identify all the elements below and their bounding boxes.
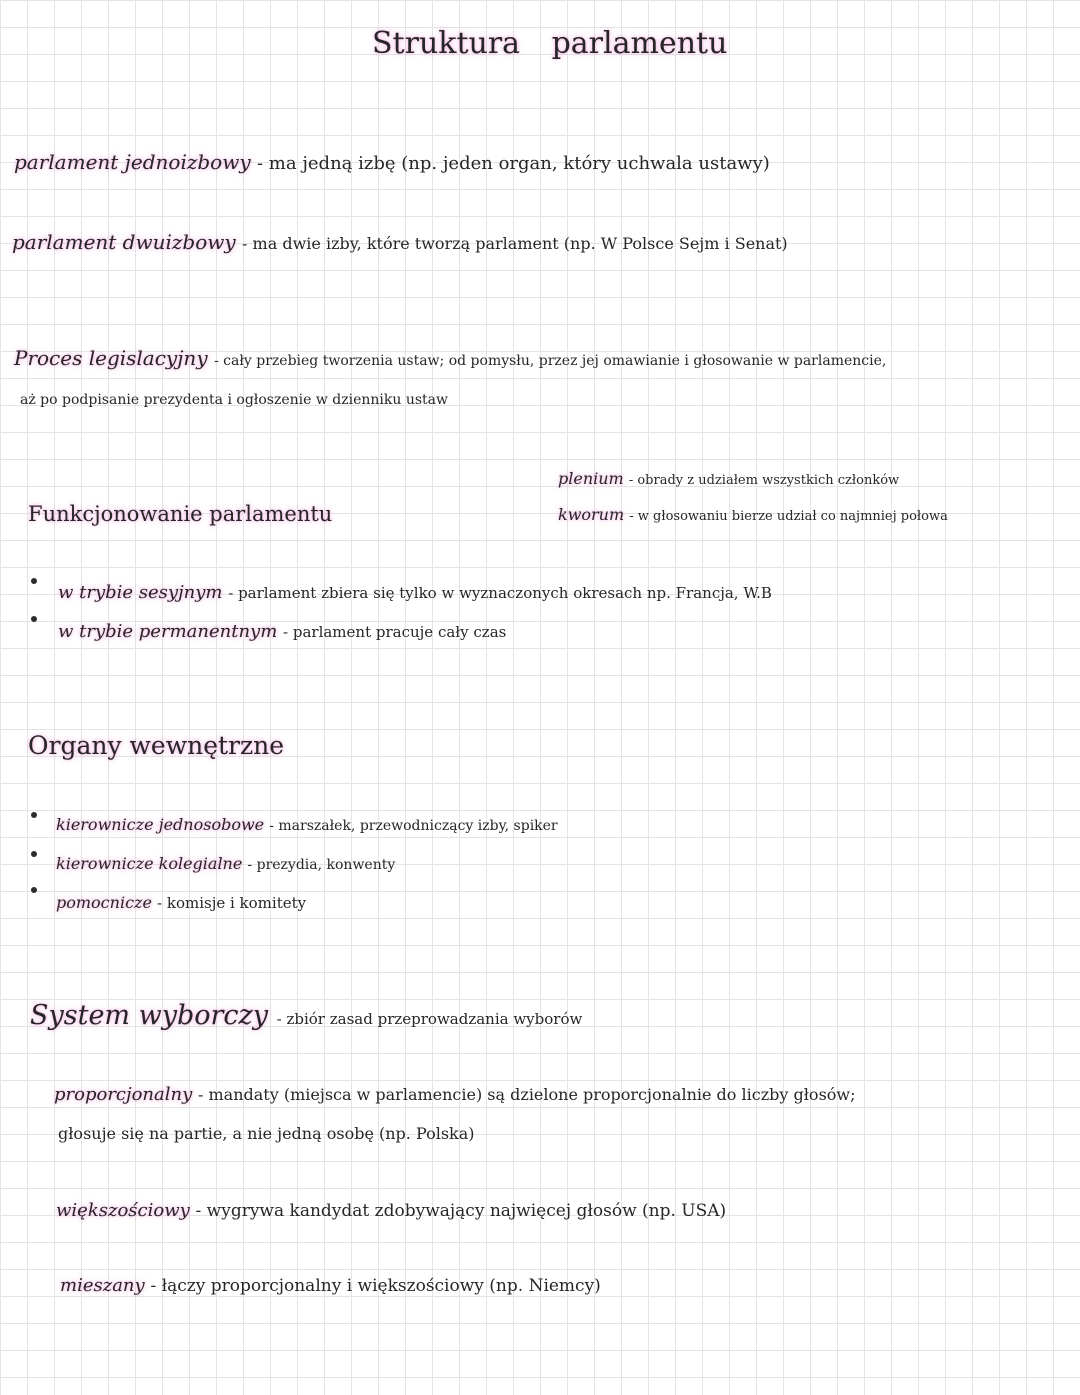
bullet-dot (31, 851, 37, 857)
electoral-proportional (54, 1084, 856, 1105)
definition-bicameral (12, 230, 788, 254)
heading-organs: Organy wewnętrzne (28, 731, 285, 760)
term-organ: kierownicze jednosobowe (56, 815, 265, 834)
heading-functioning: Funkcjonowanie parlamentu (28, 502, 333, 526)
definition-text: - parlament zbiera się tylko w wyznaczonych okresach np. Francja, W.B (228, 584, 772, 602)
definition-text: - cały przebieg tworzenia ustaw; od pomysłu, przez jej omawianie i głosowanie w parlamencie, (213, 353, 887, 369)
definition-legislative-cont: aż po podpisanie prezydenta i ogłoszenie w dzienniku ustaw (20, 392, 448, 408)
term-unicameral: parlament jednoizbowy (14, 150, 251, 174)
definition-text: - w głosowaniu bierze udział co najmniej połowa (629, 509, 948, 524)
bullet-organ-auxiliary (56, 893, 306, 912)
term-kworum: kworum (558, 505, 625, 524)
term-bicameral: parlament dwuizbowy (12, 230, 236, 254)
term-sessional: w trybie sesyjnym (58, 582, 223, 603)
bullet-dot (31, 887, 37, 893)
bullet-dot (31, 616, 37, 622)
term-majority: większościowy (56, 1200, 190, 1221)
side-note-plenium (558, 469, 899, 488)
definition-text: - prezydia, konwenty (247, 857, 396, 873)
definition-text: - wygrywa kandydat zdobywający najwięcej głosów (np. USA) (195, 1201, 727, 1221)
definition-text: - ma jedną izbę (np. jeden organ, który uchwala ustawy) (257, 153, 770, 174)
definition-text: - ma dwie izby, które tworzą parlament (np. W Polsce Sejm i Senat) (242, 234, 788, 253)
bullet-dot (31, 578, 37, 584)
term-permanent: w trybie permanentnym (58, 621, 278, 642)
definition-electoral (30, 1000, 582, 1031)
bullet-organ-collegial (56, 854, 395, 873)
definition-legislative (14, 346, 886, 370)
term-plenium: plenium (558, 469, 624, 488)
term-proportional: proporcjonalny (54, 1084, 193, 1105)
page-title: Struktura parlamentu (372, 26, 728, 61)
electoral-majority (56, 1200, 726, 1221)
definition-unicameral (14, 150, 770, 174)
definition-text: - parlament pracuje cały czas (283, 623, 507, 641)
electoral-mixed (60, 1275, 601, 1296)
definition-text: - obrady z udziałem wszystkich członków (628, 473, 900, 488)
definition-text: - komisje i komitety (157, 894, 307, 912)
bullet-sessional (58, 582, 772, 603)
definition-text: - mandaty (miejsca w parlamencie) są dzielone proporcjonalnie do liczby głosów; (198, 1085, 856, 1104)
side-note-kworum (558, 505, 948, 524)
term-electoral: System wyborczy (30, 1000, 269, 1031)
bullet-dot (31, 812, 37, 818)
term-organ: kierownicze kolegialne (56, 854, 243, 873)
definition-text: - zbiór zasad przeprowadzania wyborów (276, 1010, 583, 1028)
term-mixed: mieszany (60, 1275, 145, 1296)
bullet-permanent (58, 621, 506, 642)
definition-text: - marszałek, przewodniczący izby, spiker (269, 818, 558, 834)
term-legislative: Proces legislacyjny (14, 346, 208, 370)
definition-text: - łączy proporcjonalny i większościowy (np. Niemcy) (150, 1276, 601, 1296)
bullet-organ-single (56, 815, 558, 834)
term-organ: pomocnicze (56, 893, 152, 912)
electoral-proportional-cont: głosuje się na partie, a nie jedną osobę (np. Polska) (58, 1124, 475, 1143)
